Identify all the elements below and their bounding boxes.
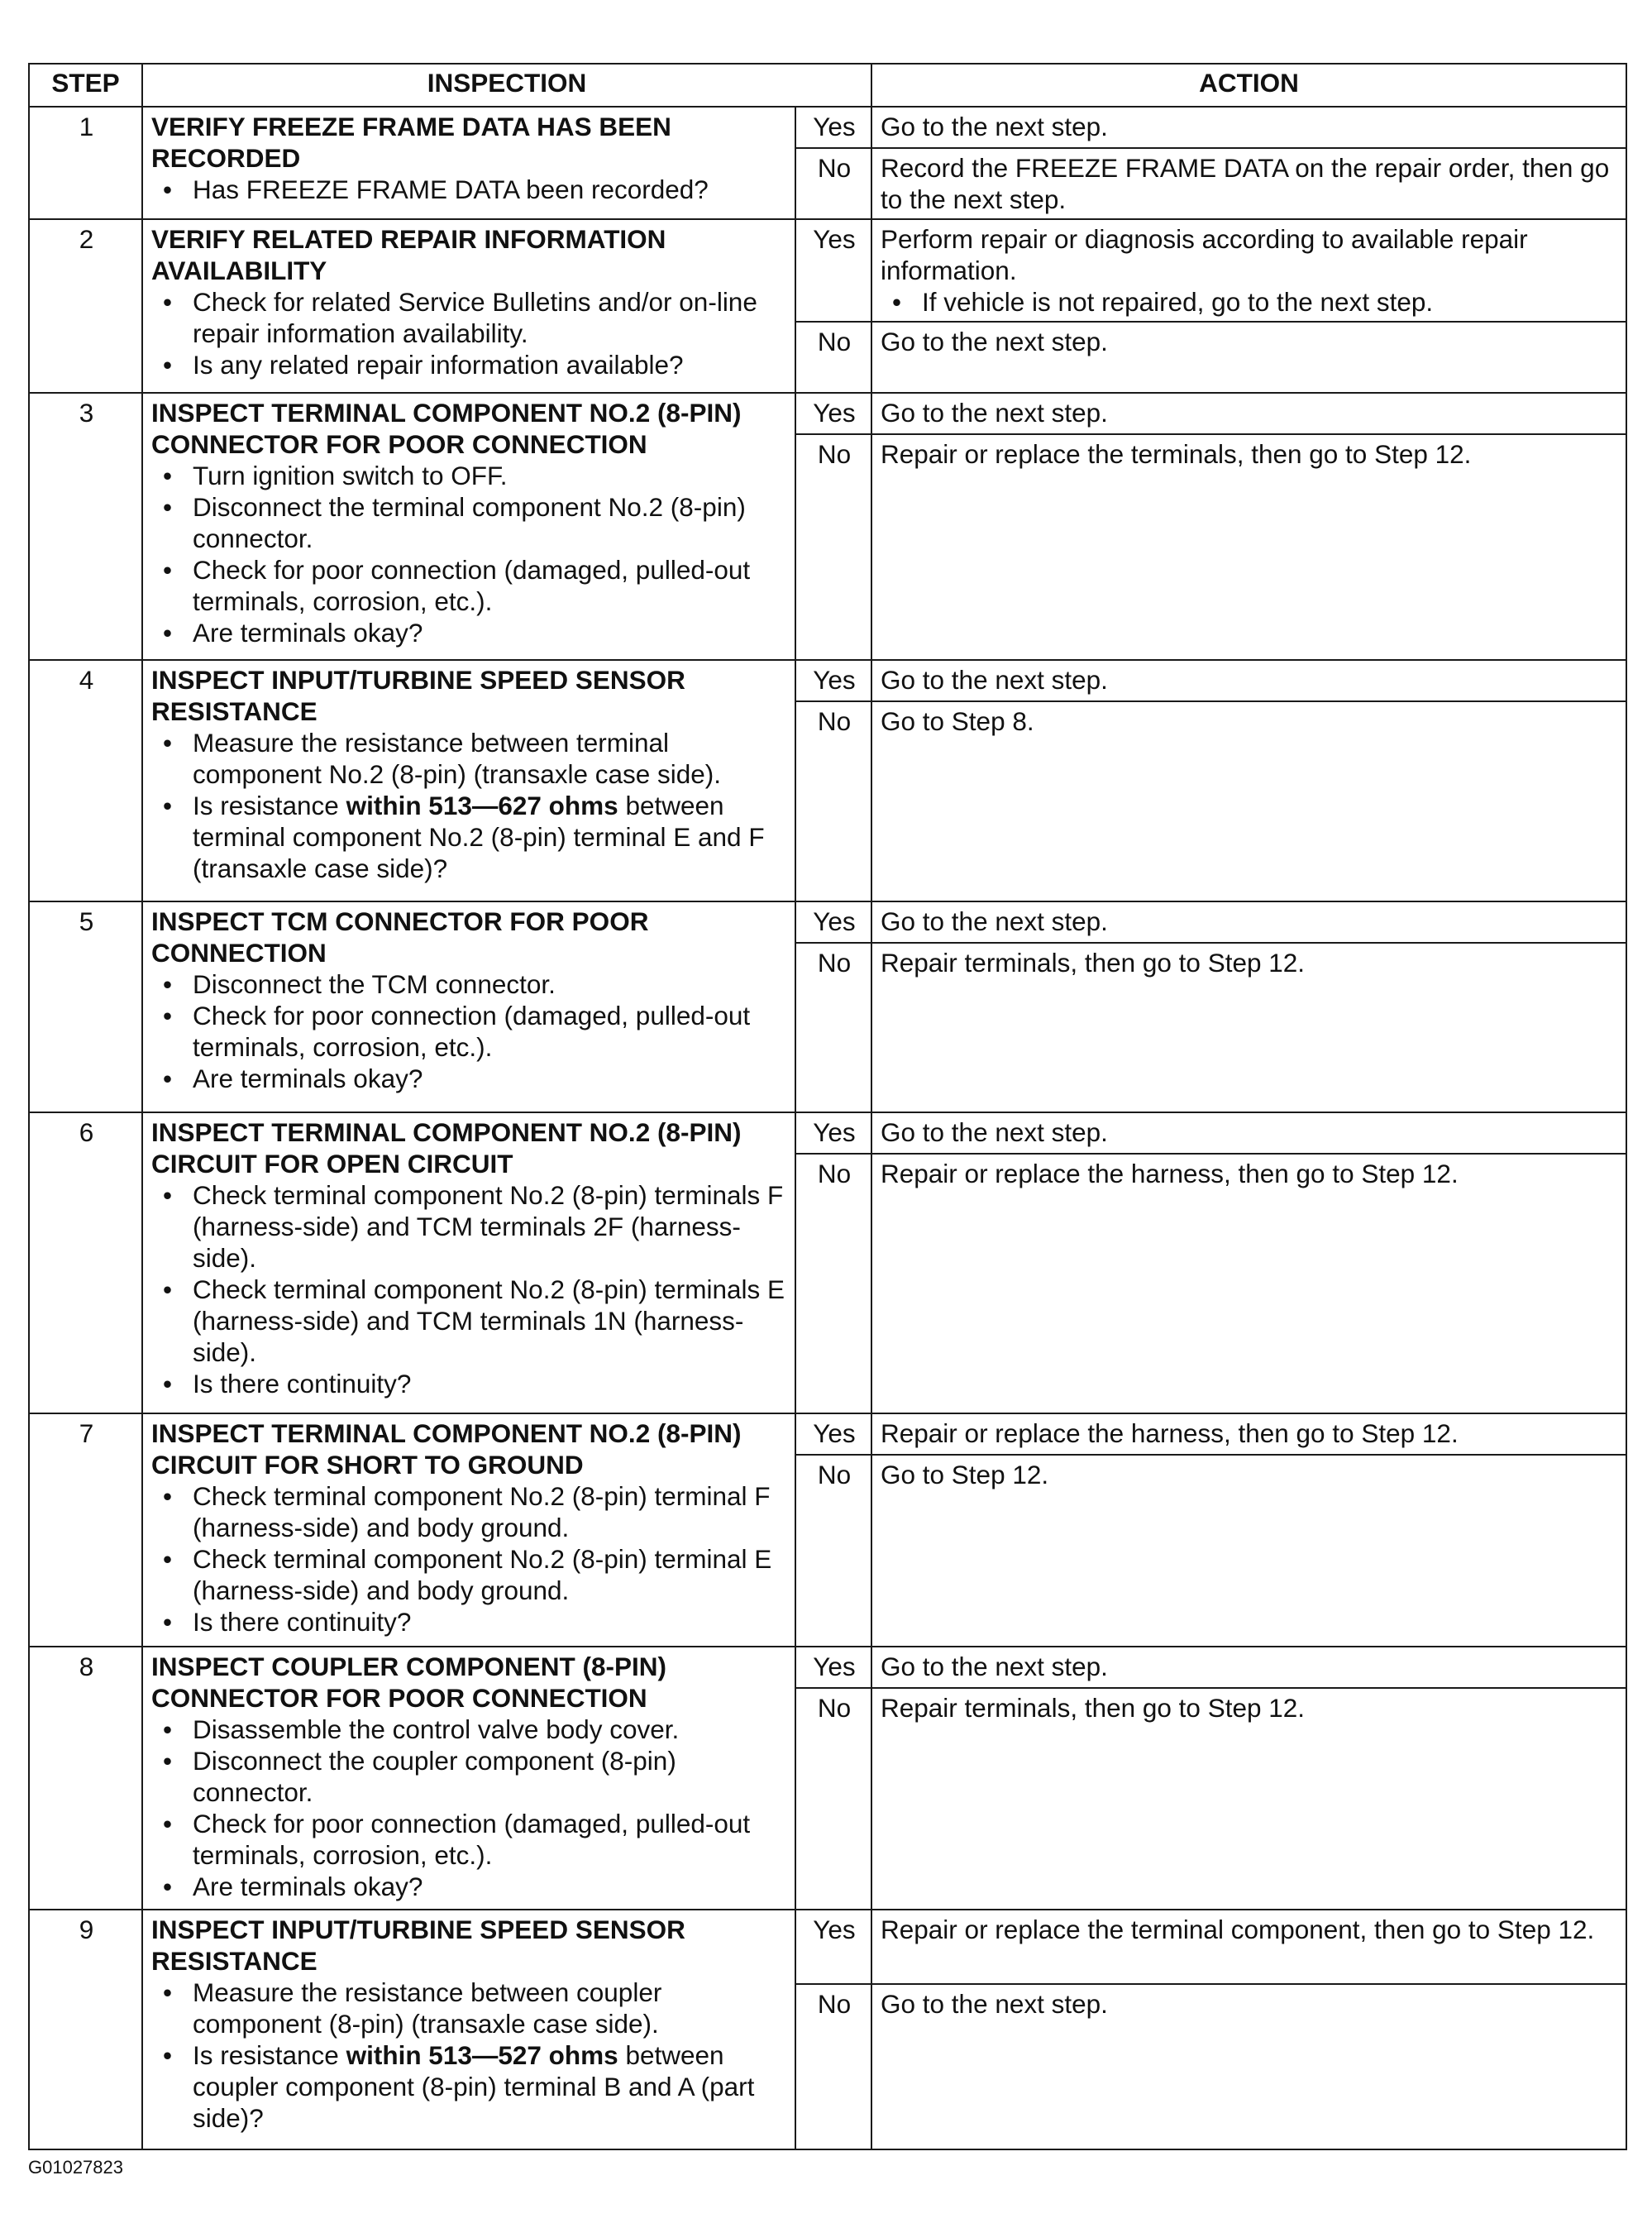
inspection-bullet: • Disconnect the coupler component (8-pin) connector.	[193, 1745, 788, 1808]
spec-value: within 513—527 ohms	[346, 2040, 618, 2070]
inspection-bullet-list	[151, 1179, 788, 1399]
bullet-text-part: Is resistance	[193, 2040, 346, 2070]
step-number: 1	[29, 107, 142, 219]
inspection-bullet: • Measure the resistance between terminal component No.2 (8-pin) (transaxle case side).	[193, 727, 788, 790]
action-text: Go to Step 12.	[881, 1460, 1049, 1489]
inspection-cell	[142, 901, 795, 1112]
step-row	[29, 1910, 1626, 1984]
step-number: 7	[29, 1413, 142, 1647]
step-number: 8	[29, 1647, 142, 1910]
step-number: 6	[29, 1112, 142, 1413]
inspection-bullet: • Disconnect the terminal component No.2 (8-pin) connector.	[193, 491, 788, 554]
action-text: Record the FREEZE FRAME DATA on the repair order, then go to the next step.	[881, 153, 1610, 214]
no-label: No	[795, 148, 871, 219]
inspection-bullet: • Check for poor connection (damaged, pulled-out terminals, corrosion, etc.).	[193, 1000, 788, 1063]
action-text: Go to the next step.	[881, 327, 1108, 356]
no-action	[871, 322, 1626, 393]
inspection-bullet-list	[151, 1480, 788, 1638]
yes-label: Yes	[795, 660, 871, 701]
step-row	[29, 1413, 1626, 1455]
no-label: No	[795, 1984, 871, 2149]
inspection-cell	[142, 219, 795, 393]
step-row	[29, 901, 1626, 943]
inspection-bullet-list	[151, 286, 788, 380]
inspection-bullet: • Check for poor connection (damaged, pulled-out terminals, corrosion, etc.).	[193, 554, 788, 617]
inspection-bullet-list	[151, 968, 788, 1094]
no-label: No	[795, 943, 871, 1112]
action-text: Go to Step 8.	[881, 706, 1034, 736]
header-inspection: INSPECTION	[142, 64, 871, 107]
action-text: Go to the next step.	[881, 1989, 1108, 2019]
action-text: Repair or replace the terminal component, then go to Step 12.	[881, 1915, 1595, 1944]
inspection-bullet-list	[151, 174, 788, 205]
no-label: No	[795, 434, 871, 660]
inspection-bullet: • Is any related repair information available?	[193, 349, 788, 380]
inspection-title: VERIFY FREEZE FRAME DATA HAS BEEN RECORDED	[151, 112, 671, 173]
inspection-bullet: • Are terminals okay?	[193, 1871, 788, 1902]
inspection-bullet: • Check terminal component No.2 (8-pin) terminal E (harness-side) and body ground.	[193, 1543, 788, 1606]
yes-action	[871, 1647, 1626, 1688]
action-text: Go to the next step.	[881, 1652, 1108, 1681]
step-row	[29, 1647, 1626, 1688]
action-text: Go to the next step.	[881, 665, 1108, 695]
inspection-cell	[142, 393, 795, 660]
inspection-bullet: • Are terminals okay?	[193, 1063, 788, 1094]
inspection-bullet: • Measure the resistance between coupler component (8-pin) (transaxle case side).	[193, 1977, 788, 2039]
yes-label: Yes	[795, 1647, 871, 1688]
inspection-cell	[142, 1112, 795, 1413]
figure-id-label: G01027823	[28, 2157, 123, 2178]
bullet-text-part: Is resistance	[193, 791, 346, 820]
no-action	[871, 1455, 1626, 1647]
table-header-row	[29, 64, 1626, 107]
yes-label: Yes	[795, 107, 871, 148]
inspection-bullet-list	[151, 1977, 788, 2134]
action-text: Repair terminals, then go to Step 12.	[881, 948, 1306, 978]
yes-action	[871, 219, 1626, 322]
inspection-bullet: • Is there continuity?	[193, 1606, 788, 1638]
yes-action	[871, 1112, 1626, 1154]
bullet-text-part: between terminal component No.2 (8-pin) terminal E and F (transaxle case side)?	[193, 791, 765, 883]
no-label: No	[795, 1455, 871, 1647]
inspection-bullet-list	[151, 1714, 788, 1902]
step-row	[29, 393, 1626, 434]
no-action	[871, 943, 1626, 1112]
yes-label: Yes	[795, 1910, 871, 1984]
step-row	[29, 107, 1626, 148]
inspection-bullet: • Check terminal component No.2 (8-pin) terminal F (harness-side) and body ground.	[193, 1480, 788, 1543]
no-label: No	[795, 701, 871, 901]
inspection-title: INSPECT TCM CONNECTOR FOR POOR CONNECTION	[151, 906, 649, 968]
spec-value: within 513—627 ohms	[346, 791, 618, 820]
inspection-bullet: • Turn ignition switch to OFF.	[193, 460, 788, 491]
yes-label: Yes	[795, 393, 871, 434]
action-text: Go to the next step.	[881, 112, 1108, 141]
no-action	[871, 1688, 1626, 1910]
header-action: ACTION	[871, 64, 1626, 107]
inspection-bullet: • Has FREEZE FRAME DATA been recorded?	[193, 174, 788, 205]
inspection-cell	[142, 107, 795, 219]
inspection-bullet: • Disassemble the control valve body cover.	[193, 1714, 788, 1745]
inspection-bullet: • Check for poor connection (damaged, pulled-out terminals, corrosion, etc.).	[193, 1808, 788, 1871]
no-action	[871, 701, 1626, 901]
action-text: Repair terminals, then go to Step 12.	[881, 1693, 1306, 1723]
action-text: Go to the next step.	[881, 906, 1108, 936]
no-action	[871, 1984, 1626, 2149]
diagnostic-procedure-table	[28, 63, 1627, 2150]
inspection-title: INSPECT COUPLER COMPONENT (8-PIN) CONNECTOR FOR POOR CONNECTION	[151, 1652, 667, 1713]
step-number: 2	[29, 219, 142, 393]
inspection-title: INSPECT TERMINAL COMPONENT NO.2 (8-PIN) CIRCUIT FOR OPEN CIRCUIT	[151, 1117, 742, 1179]
no-action	[871, 434, 1626, 660]
yes-action	[871, 1910, 1626, 1984]
inspection-title: INSPECT TERMINAL COMPONENT NO.2 (8-PIN) CIRCUIT FOR SHORT TO GROUND	[151, 1418, 742, 1480]
step-number: 5	[29, 901, 142, 1112]
step-row	[29, 219, 1626, 322]
step-number: 9	[29, 1910, 142, 2149]
inspection-bullet-list	[151, 460, 788, 648]
no-label: No	[795, 1688, 871, 1910]
no-label: No	[795, 322, 871, 393]
action-text: Go to the next step.	[881, 1117, 1108, 1147]
inspection-bullet: • Check terminal component No.2 (8-pin) terminals E (harness-side) and TCM terminals 1N (harness-side).	[193, 1274, 788, 1368]
step-row	[29, 660, 1626, 701]
action-bullet-list	[881, 286, 1619, 318]
inspection-bullet	[193, 2039, 788, 2134]
inspection-bullet: • Are terminals okay?	[193, 617, 788, 648]
inspection-cell	[142, 1647, 795, 1910]
action-text: Repair or replace the terminals, then go to Step 12.	[881, 439, 1472, 469]
inspection-title: INSPECT TERMINAL COMPONENT NO.2 (8-PIN) CONNECTOR FOR POOR CONNECTION	[151, 398, 742, 459]
no-action	[871, 148, 1626, 219]
yes-label: Yes	[795, 1112, 871, 1154]
action-text: Go to the next step.	[881, 398, 1108, 428]
no-action	[871, 1154, 1626, 1413]
inspection-title: INSPECT INPUT/TURBINE SPEED SENSOR RESISTANCE	[151, 1915, 685, 1976]
step-number: 4	[29, 660, 142, 901]
inspection-bullet: • Check for related Service Bulletins and/or on-line repair information availability.	[193, 286, 788, 349]
inspection-title: VERIFY RELATED REPAIR INFORMATION AVAILABILITY	[151, 224, 666, 285]
inspection-cell	[142, 1413, 795, 1647]
yes-action	[871, 107, 1626, 148]
yes-label: Yes	[795, 901, 871, 943]
yes-label: Yes	[795, 219, 871, 322]
inspection-bullet-list	[151, 727, 788, 884]
step-row	[29, 1112, 1626, 1154]
inspection-title: INSPECT INPUT/TURBINE SPEED SENSOR RESISTANCE	[151, 665, 685, 726]
no-label: No	[795, 1154, 871, 1413]
inspection-bullet: • Disconnect the TCM connector.	[193, 968, 788, 1000]
yes-action	[871, 901, 1626, 943]
yes-action	[871, 393, 1626, 434]
yes-action	[871, 660, 1626, 701]
table-body	[29, 107, 1626, 2149]
action-text: Repair or replace the harness, then go to Step 12.	[881, 1418, 1459, 1448]
step-number: 3	[29, 393, 142, 660]
inspection-cell	[142, 660, 795, 901]
inspection-bullet: • Check terminal component No.2 (8-pin) terminals F (harness-side) and TCM terminals 2F (harness-side).	[193, 1179, 788, 1274]
header-step: STEP	[29, 64, 142, 107]
bullet-text-part: between coupler component (8-pin) terminal B and A (part side)?	[193, 2040, 755, 2133]
inspection-bullet: • Is there continuity?	[193, 1368, 788, 1399]
action-text: Perform repair or diagnosis according to available repair information.	[881, 224, 1528, 285]
yes-label: Yes	[795, 1413, 871, 1455]
yes-action	[871, 1413, 1626, 1455]
action-text: Repair or replace the harness, then go to Step 12.	[881, 1159, 1459, 1188]
inspection-cell	[142, 1910, 795, 2149]
action-bullet: • If vehicle is not repaired, go to the next step.	[922, 286, 1619, 318]
inspection-bullet	[193, 790, 788, 884]
